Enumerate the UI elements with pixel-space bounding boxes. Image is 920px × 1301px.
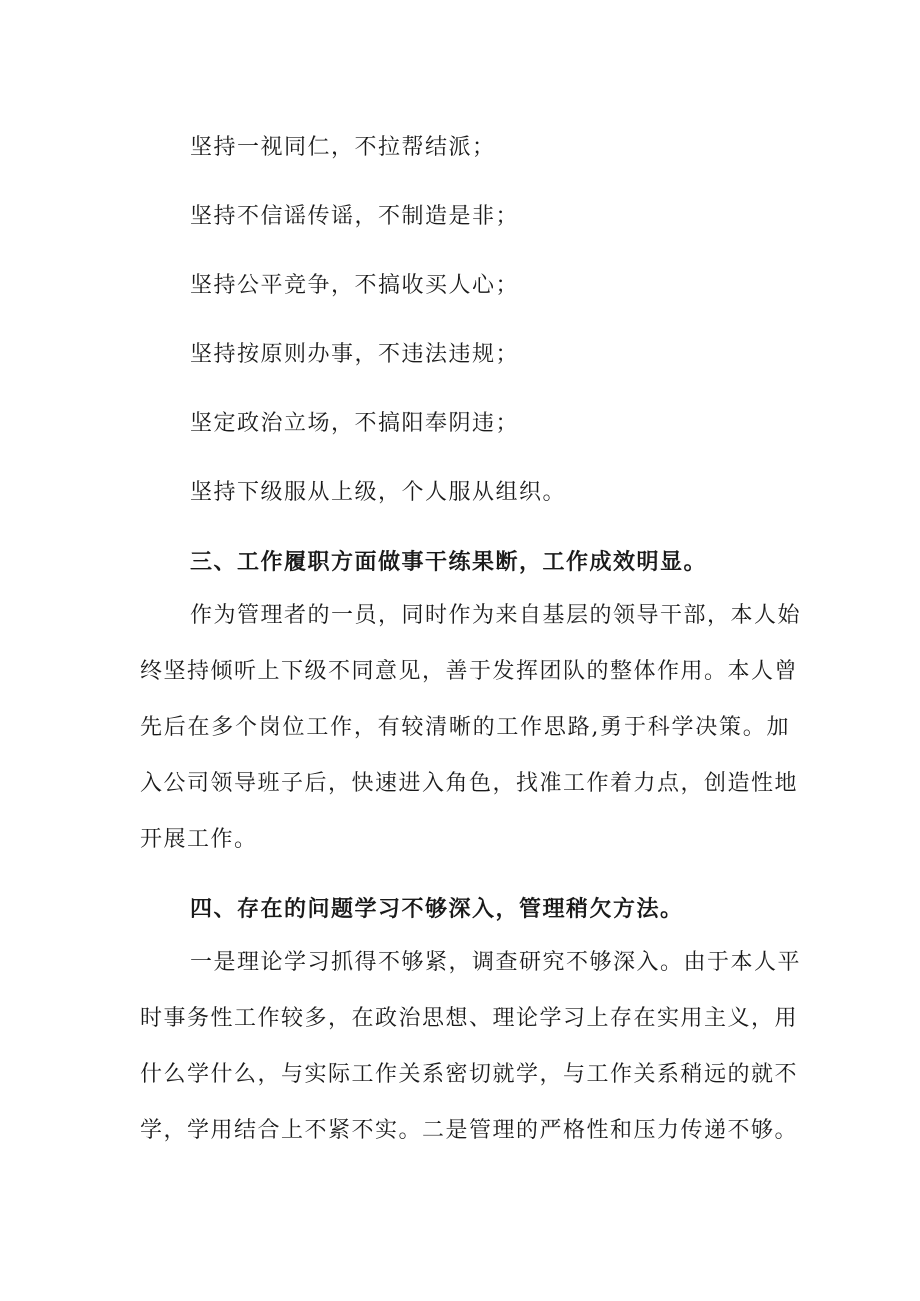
paragraph-line: 终坚持倾听上下级不同意见，善于发挥团队的整体作用。本人曾 (140, 659, 799, 684)
commitment-line: 坚持下级服从上级，个人服从组织。 (190, 480, 567, 505)
commitment-line: 坚持一视同仁，不拉帮结派； (190, 135, 496, 160)
commitment-line: 坚定政治立场，不搞阳奉阴违； (190, 411, 520, 436)
paragraph-line: 开展工作。 (140, 827, 258, 852)
commitment-line: 坚持按原则办事，不违法违规； (190, 342, 520, 367)
commitment-line: 坚持公平竞争，不搞收买人心； (190, 273, 520, 298)
paragraph-line: 学，学用结合上不紧不实。二是管理的严格性和压力传递不够。 (140, 1118, 799, 1143)
paragraph-line: 先后在多个岗位工作，有较清晰的工作思路,勇于科学决策。加 (140, 715, 790, 740)
paragraph-line: 什么学什么，与实际工作关系密切就学，与工作关系稍远的就不 (140, 1062, 799, 1087)
paragraph-line: 入公司领导班子后，快速进入角色，找准工作着力点，创造性地 (140, 771, 799, 796)
section-heading: 三、工作履职方面做事干练果断，工作成效明显。 (190, 549, 708, 575)
paragraph-line: 作为管理者的一员，同时作为来自基层的领导干部，本人始 (190, 603, 802, 628)
paragraph-line: 一是理论学习抓得不够紧，调查研究不够深入。由于本人平 (190, 950, 802, 975)
section-heading: 四、存在的问题学习不够深入，管理稍欠方法。 (190, 896, 684, 922)
paragraph-line: 时事务性工作较多，在政治思想、理论学习上存在实用主义，用 (140, 1006, 799, 1031)
commitment-line: 坚持不信谣传谣，不制造是非； (190, 204, 520, 229)
